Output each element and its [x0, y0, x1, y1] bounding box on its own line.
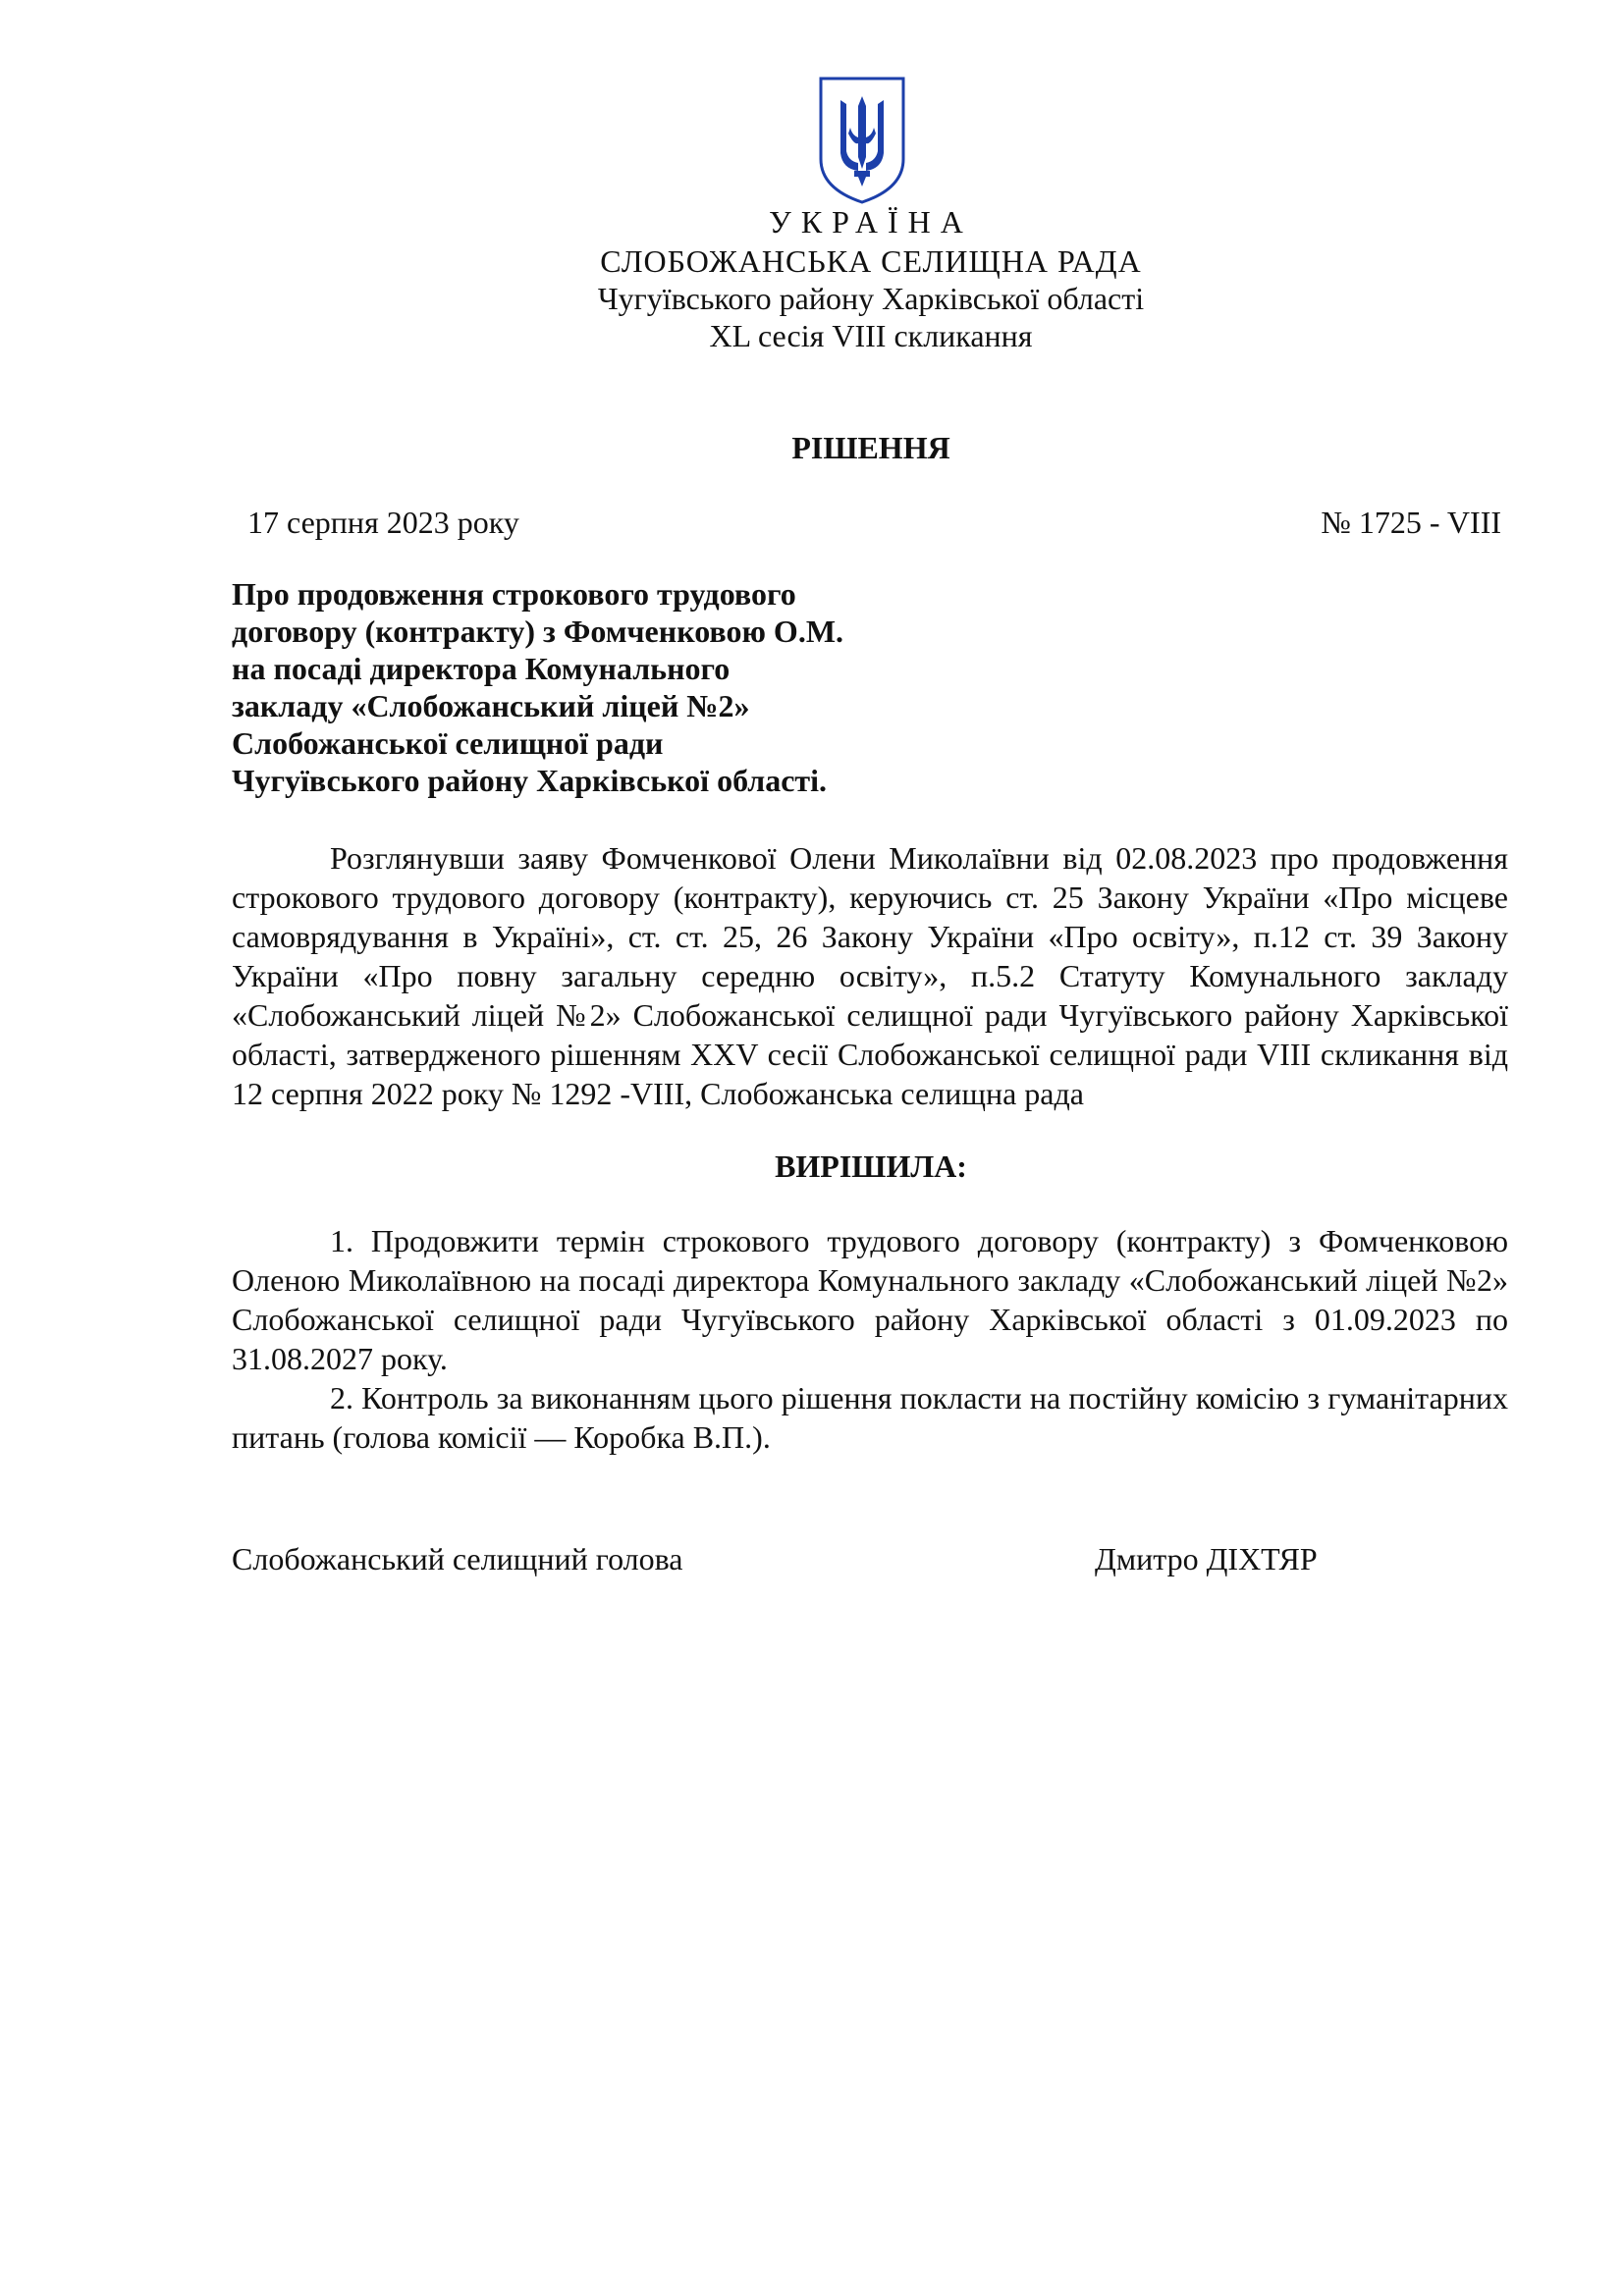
- resolution-item-2: 2. Контроль за виконанням цього рішення покласти на постійну комісію з гуманітарних питань (голова комісії — Коробка В.П.).: [232, 1380, 1508, 1455]
- coat-of-arms-icon: [815, 75, 909, 206]
- decision-subject: [232, 575, 978, 799]
- document-type-title: РІШЕННЯ: [791, 430, 950, 465]
- subject-line: Чугуївського району Харківської області.: [232, 763, 828, 798]
- subject-line: на посаді директора Комунального: [232, 651, 731, 686]
- preamble-paragraph: Розглянувши заяву Фомченкової Олени Миколаївни від 02.08.2023 про продовження строкового трудового договору (контракту), керуючись ст. 25 Закону України «Про місцеве самоврядування в Україні», ст. ст. 25, 26 Закону України «Про освіту», п.12 ст. 39 Закону України «Про повну загальну середню освіту», п.5.2 Статуту Комунального закладу «Слобожанський ліцей №2» Слобожанської селищної ради Чугуївського району Харківської області, затвердженого рішенням XXV сесії Слобожанської селищної ради VIII скликання від 12 серпня 2022 року № 1292 -VIII, Слобожанська селищна рада: [232, 840, 1508, 1111]
- decision-number: № 1725 - VIII: [1321, 505, 1501, 540]
- session-label: XL сесія VIII скликання: [709, 318, 1033, 353]
- subject-line: договору (контракту) з Фомченковою О.М.: [232, 614, 844, 649]
- subject-line: Про продовження строкового трудового: [232, 576, 796, 612]
- subject-line: закладу «Слобожанський ліцей №2»: [232, 688, 750, 723]
- resolved-heading: ВИРІШИЛА:: [775, 1148, 967, 1184]
- signatory-name: Дмитро ДІХТЯР: [1095, 1541, 1318, 1576]
- signatory-title: Слобожанський селищний голова: [232, 1541, 683, 1576]
- decision-date: 17 серпня 2023 року: [247, 505, 519, 540]
- resolution-item-1: 1. Продовжити термін строкового трудового договору (контракту) з Фомченковою Оленою Миколаївною на посаді директора Комунального закладу «Слобожанський ліцей №2» Слобожанської селищної ради Чугуївського району Харківської області з 01.09.2023 по 31.08.2027 року.: [232, 1223, 1508, 1376]
- district-name: Чугуївського району Харківської області: [597, 281, 1145, 316]
- country-name: УКРАЇНА: [769, 204, 973, 240]
- council-name: СЛОБОЖАНСЬКА СЕЛИЩНА РАДА: [600, 243, 1142, 279]
- subject-line: Слобожанської селищної ради: [232, 725, 664, 761]
